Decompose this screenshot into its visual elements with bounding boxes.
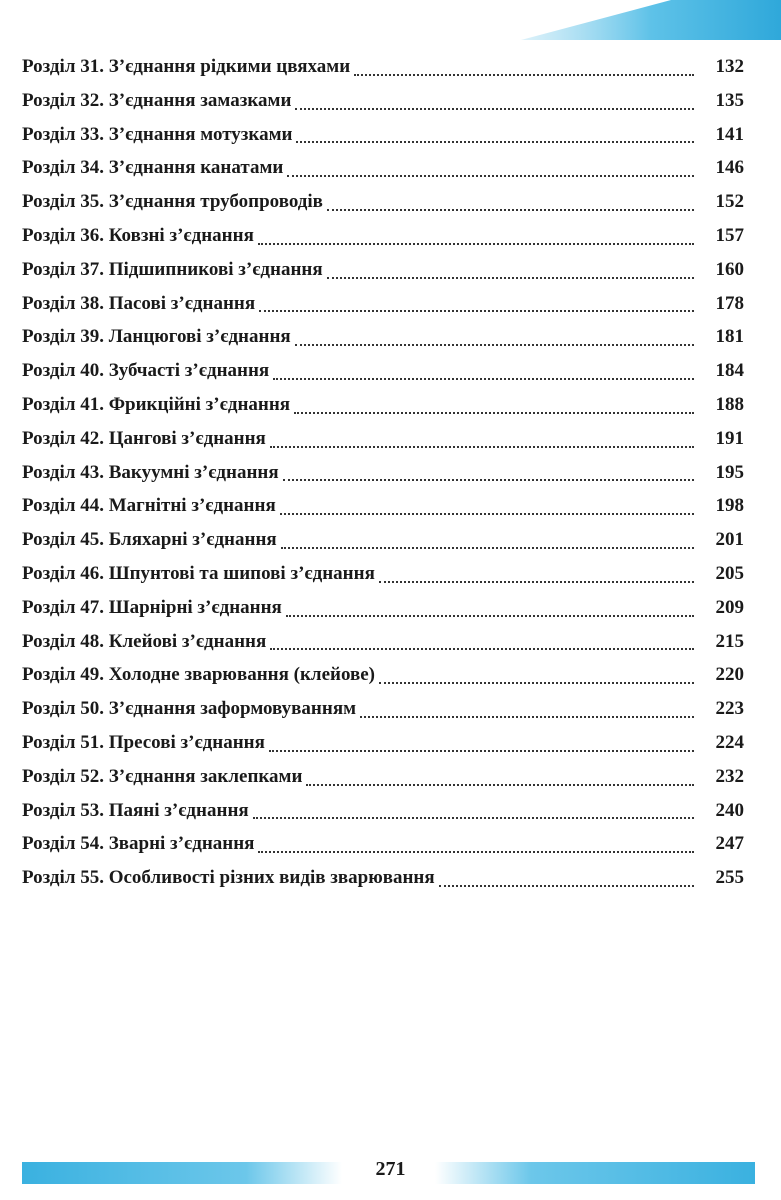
toc-entry-page: 157 (715, 224, 744, 246)
toc-entry (22, 219, 744, 253)
toc-entry-leader-dots (280, 513, 694, 515)
toc-entry (22, 489, 744, 523)
toc-entry (22, 658, 744, 692)
toc-entry-title: Розділ 37. Підшипникові з’єднання (22, 258, 323, 280)
toc-entry-page: 223 (715, 698, 744, 720)
toc-entry (22, 760, 744, 794)
toc-entry (22, 591, 744, 625)
toc-entry-leader-dots (295, 344, 694, 346)
toc-entry-title: Розділ 44. Магнітні з’єднання (22, 495, 276, 517)
toc-entry-title: Розділ 39. Ланцюгові з’єднання (22, 326, 291, 348)
toc-entry (22, 456, 744, 490)
toc-entry-page: 232 (715, 765, 744, 787)
toc-entry (22, 320, 744, 354)
toc-entry-page: 178 (715, 292, 744, 314)
toc-entry-leader-dots (270, 648, 694, 650)
toc-entry-title: Розділ 42. Цангові з’єднання (22, 427, 266, 449)
toc-entry-title: Розділ 54. Зварні з’єднання (22, 833, 255, 855)
toc-entry-leader-dots (294, 412, 694, 414)
toc-entry-title: Розділ 49. Холодне зварювання (клейове) (22, 664, 375, 686)
toc-entry-page: 247 (715, 833, 744, 855)
toc-entry (22, 185, 744, 219)
toc-entry-page: 215 (715, 630, 744, 652)
toc-entry-leader-dots (327, 209, 694, 211)
toc-entry-leader-dots (439, 885, 694, 887)
toc-entry-title: Розділ 38. Пасові з’єднання (22, 292, 256, 314)
toc-entry-page: 141 (715, 123, 744, 145)
toc-entry-leader-dots (269, 750, 694, 752)
toc-entry-leader-dots (283, 479, 694, 481)
toc-entry (22, 50, 744, 84)
toc-entry-title: Розділ 40. Зубчасті з’єднання (22, 360, 270, 382)
toc-entry-page: 255 (715, 867, 744, 889)
toc-entry (22, 726, 744, 760)
toc-entry-title: Розділ 51. Пресові з’єднання (22, 731, 265, 753)
toc-entry (22, 388, 744, 422)
toc-entry-page: 146 (715, 157, 744, 179)
toc-entry-page: 205 (715, 562, 744, 584)
toc-entry-title: Розділ 46. Шпунтові та шипові з’єднання (22, 562, 375, 584)
toc-entry-leader-dots (287, 175, 694, 177)
toc-entry (22, 253, 744, 287)
toc-entry (22, 794, 744, 828)
toc-entry-leader-dots (258, 851, 694, 853)
toc-entry-page: 181 (715, 326, 744, 348)
toc-entry-title: Розділ 35. З’єднання трубопроводів (22, 191, 323, 213)
toc-entry-leader-dots (258, 243, 694, 245)
toc-entry (22, 422, 744, 456)
toc-entry-title: Розділ 33. З’єднання мотузками (22, 123, 293, 145)
toc-entry-page: 152 (715, 191, 744, 213)
decorative-top-bar (521, 0, 781, 40)
toc-entry-title: Розділ 36. Ковзні з’єднання (22, 224, 254, 246)
toc-entry-title: Розділ 55. Особливості різних видів зварювання (22, 867, 435, 889)
toc-entry-title: Розділ 43. Вакуумні з’єднання (22, 461, 279, 483)
toc-entry-page: 224 (715, 731, 744, 753)
toc-entry-page: 201 (715, 529, 744, 551)
toc-entry-page: 132 (715, 56, 744, 77)
toc-entry-page: 195 (715, 461, 744, 483)
toc-entry-title: Розділ 48. Клейові з’єднання (22, 630, 267, 652)
toc-entry-leader-dots (286, 615, 694, 617)
toc-entry-page: 135 (715, 89, 744, 111)
toc-entry-page: 191 (715, 427, 744, 449)
toc-entry-leader-dots (379, 682, 694, 684)
toc-entry-leader-dots (306, 784, 694, 786)
toc-entry (22, 287, 744, 321)
toc-entry (22, 84, 744, 118)
toc-entry-title: Розділ 32. З’єднання замазками (22, 89, 292, 111)
toc-entry-title: Розділ 45. Бляхарні з’єднання (22, 529, 277, 551)
toc-entry (22, 625, 744, 659)
toc-entry-title: Розділ 53. Паяні з’єднання (22, 799, 249, 821)
toc-entry (22, 151, 744, 185)
toc-entry-page: 188 (715, 393, 744, 415)
toc-entry (22, 557, 744, 591)
page-number: 271 (375, 1158, 406, 1180)
toc-entry-page: 220 (715, 664, 744, 686)
toc-entry-leader-dots (281, 547, 694, 549)
toc-entry (22, 118, 744, 152)
toc-entry-title: Розділ 52. З’єднання заклепками (22, 765, 303, 787)
toc-entry (22, 354, 744, 388)
toc-entry-leader-dots (295, 108, 694, 110)
toc-entry-page: 198 (715, 495, 744, 517)
toc-entry-leader-dots (360, 716, 694, 718)
table-of-contents (22, 50, 744, 895)
toc-entry (22, 523, 744, 557)
toc-entry-title: Розділ 50. З’єднання заформовуванням (22, 698, 357, 720)
toc-entry-page: 240 (715, 799, 744, 821)
toc-entry-leader-dots (259, 310, 694, 312)
toc-entry-page: 184 (715, 360, 744, 382)
toc-entry (22, 827, 744, 861)
toc-entry-leader-dots (296, 141, 694, 143)
toc-entry-page: 209 (715, 596, 744, 618)
toc-entry-title: Розділ 47. Шарнірні з’єднання (22, 596, 282, 618)
toc-entry-leader-dots (354, 74, 694, 76)
toc-entry (22, 692, 744, 726)
toc-entry-page: 160 (715, 258, 744, 280)
toc-entry-leader-dots (327, 277, 694, 279)
toc-entry-leader-dots (270, 446, 694, 448)
toc-entry-title: Розділ 31. З’єднання рідкими цвяхами (22, 56, 351, 77)
toc-entry (22, 861, 744, 895)
toc-entry-title: Розділ 41. Фрикційні з’єднання (22, 393, 291, 415)
toc-entry-leader-dots (379, 581, 694, 583)
toc-entry-leader-dots (273, 378, 694, 380)
toc-entry-title: Розділ 34. З’єднання канатами (22, 157, 284, 179)
toc-entry-leader-dots (253, 817, 694, 819)
